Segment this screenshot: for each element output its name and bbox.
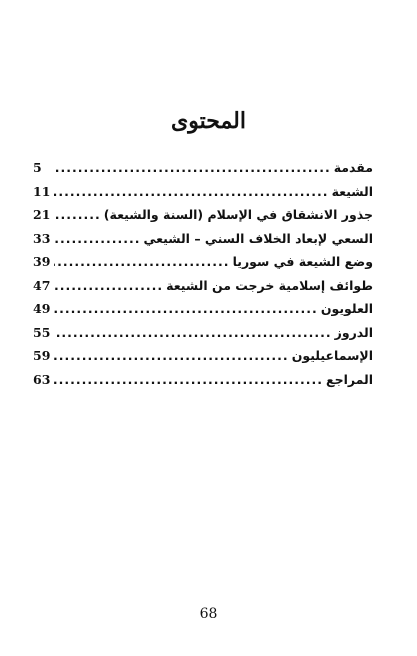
toc-leader-dots	[54, 348, 289, 363]
toc-entry-title: طوائف إسلامية خرجت من الشيعة	[166, 277, 373, 293]
toc-leader-dots	[54, 278, 163, 293]
toc-entry-title: مقدمة	[333, 160, 373, 175]
toc-entry-page: 33	[33, 230, 51, 246]
toc-entry-title: العلويون	[320, 301, 373, 316]
toc-entry-title: الشيعة	[331, 183, 373, 199]
page-number: 68	[199, 606, 218, 622]
toc-entry-title: المراجع	[326, 371, 373, 387]
toc-leader-dots	[54, 231, 140, 246]
toc-entry-title: السعي لإبعاد الخلاف السني – الشيعي	[143, 230, 373, 246]
toc-entry-page: 11	[33, 183, 51, 199]
toc-entry-title: الإسماعيليون	[291, 348, 373, 363]
toc-entry-page: 49	[33, 301, 51, 316]
toc-entry-title: وضع الشيعة في سوريا	[232, 254, 373, 269]
table-of-contents	[33, 160, 373, 395]
toc-leader-dots	[54, 160, 331, 175]
toc-entry-bridging-dispute[interactable]	[33, 231, 373, 255]
toc-entry-roots-of-schism[interactable]	[33, 207, 373, 231]
toc-entry-sects[interactable]	[33, 278, 373, 302]
toc-entry-references[interactable]	[33, 372, 373, 396]
toc-entry-introduction[interactable]	[33, 160, 373, 184]
toc-entry-page: 63	[33, 371, 51, 387]
toc-leader-dots	[54, 325, 332, 340]
toc-entry-page: 47	[33, 277, 51, 293]
toc-entry-shia-in-syria[interactable]	[33, 254, 373, 278]
toc-entry-page: 39	[33, 254, 51, 269]
toc-leader-dots	[54, 207, 101, 222]
toc-entry-ismailis[interactable]	[33, 348, 373, 372]
toc-leader-dots	[54, 301, 318, 316]
page-title: المحتوى	[171, 108, 246, 134]
toc-entry-title: جذور الانشقاق في الإسلام (السنة والشيعة)	[103, 207, 373, 222]
toc-entry-shia[interactable]	[33, 184, 373, 208]
toc-leader-dots	[54, 254, 230, 269]
toc-entry-title: الدروز	[334, 324, 373, 340]
toc-entry-page: 55	[33, 324, 51, 340]
toc-entry-page: 21	[33, 207, 51, 222]
toc-entry-page: 59	[33, 348, 51, 363]
toc-entry-alawites[interactable]	[33, 301, 373, 325]
toc-leader-dots	[54, 372, 323, 387]
toc-leader-dots	[54, 184, 329, 199]
toc-entry-druze[interactable]	[33, 325, 373, 349]
toc-entry-page: 5	[33, 160, 42, 175]
